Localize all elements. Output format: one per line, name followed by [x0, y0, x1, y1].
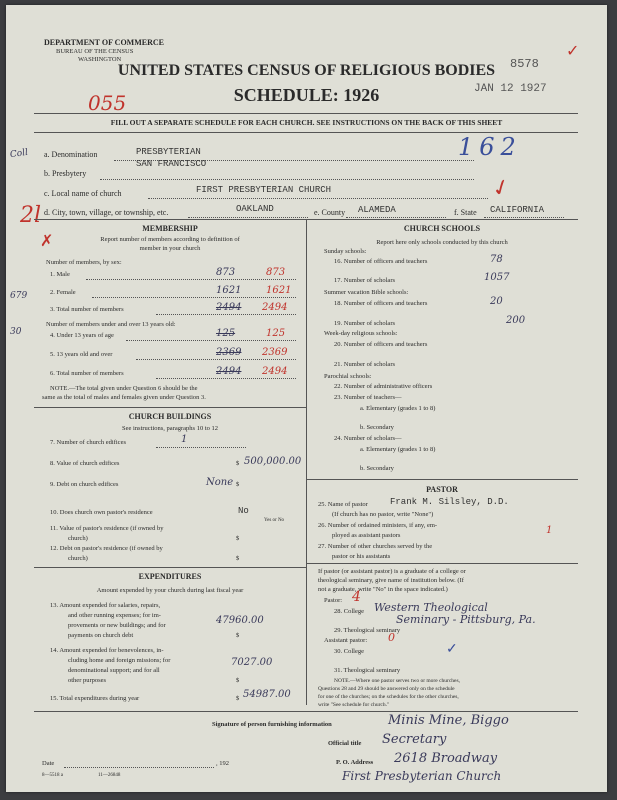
- date-year: , 192: [216, 760, 229, 767]
- pastor-heading: PASTOR: [426, 485, 458, 494]
- sunday-label: Sunday schools:: [324, 248, 367, 255]
- q2-typed: 1621: [216, 285, 242, 296]
- q20-label: 20. Number of officers and teachers: [334, 341, 428, 348]
- address-value: 2618 Broadway: [394, 751, 498, 766]
- q14-line-1: 14. Amount expended for benevolences, in-: [50, 647, 164, 654]
- q8-dollar: $: [236, 460, 240, 467]
- blue-code: 162: [458, 133, 522, 161]
- q25-value: Frank M. Silsley, D.D.: [390, 497, 509, 507]
- q23-label: 23. Number of teachers—: [334, 394, 402, 401]
- q13-line-2: and other running expenses; for im-: [68, 612, 161, 619]
- q14-value: 7027.00: [231, 657, 273, 668]
- q16-value: 78: [490, 254, 503, 265]
- q4-hand: 125: [266, 328, 286, 339]
- q2-hand: 1621: [266, 285, 292, 296]
- buildings-sub: See instructions, paragraphs 10 to 12: [121, 425, 219, 432]
- margin-red-x: ✗: [40, 233, 54, 250]
- q16-label: 16. Number of officers and teachers: [334, 258, 428, 265]
- blue-check-mark: ✓: [446, 642, 458, 657]
- title-value: Secretary: [382, 732, 447, 747]
- q13-value: 47960.00: [216, 615, 264, 626]
- stamp-date: JAN 12 1927: [474, 83, 547, 95]
- q14-dollar: $: [236, 677, 240, 684]
- q5-typed: 2369: [216, 347, 242, 358]
- denomination-value: PRESBYTERIAN: [136, 147, 201, 157]
- instruction-text: FILL OUT A SEPARATE SCHEDULE FOR EACH CHURCH. SEE INSTRUCTIONS ON THE BACK OF THIS SHEET: [110, 118, 503, 127]
- q5-label: 5. 13 years old and over: [50, 351, 113, 358]
- q14-line-4: other purposes: [68, 677, 107, 684]
- q14-line-2: cluding home and foreign missions; for: [68, 657, 171, 664]
- q10-hint: Yes or No: [264, 518, 285, 523]
- q14-line-3: denominational support; and for all: [68, 667, 160, 674]
- margin-red-mark: 2l: [20, 203, 42, 228]
- presbytery-value: SAN FRANCISCO: [136, 159, 207, 169]
- q17-value: 1057: [484, 272, 510, 283]
- q5-hand: 2369: [262, 347, 288, 358]
- q8-value: 500,000.00: [244, 456, 302, 467]
- q7-value: 1: [181, 434, 188, 445]
- membership-intro-2: member in your church: [139, 245, 201, 252]
- q13-line-4: payments on church debt: [68, 632, 134, 639]
- signature-value: Minis Mine, Biggo: [388, 713, 509, 728]
- pastor-note-1: NOTE.—Where one pastor serves two or more churches,: [334, 678, 460, 684]
- margin-note: Coll: [9, 147, 29, 161]
- membership-note-2: same as the total of males and females given under Question 3.: [42, 394, 206, 401]
- membership-heading: MEMBERSHIP: [142, 224, 198, 233]
- membership-note-1: NOTE.—The total given under Question 6 should be the: [50, 385, 198, 392]
- city-field-label: d. City, town, village, or township, etc.: [44, 208, 169, 217]
- state-value: CALIFORNIA: [490, 205, 545, 215]
- by-sex-label: Number of members, by sex:: [46, 259, 122, 266]
- state-label: f. State: [454, 208, 477, 217]
- red-check-church: ✓: [488, 172, 514, 203]
- margin-679: 679: [10, 291, 28, 301]
- date-label: Date: [42, 760, 55, 767]
- q7-label: 7. Number of church edifices: [50, 439, 126, 446]
- dept-label: DEPARTMENT OF COMMERCE: [44, 38, 165, 47]
- signature-label: Signature of person furnishing information: [212, 721, 332, 728]
- q3-hand: 2494: [262, 302, 288, 313]
- q23b-label: b. Secondary: [360, 424, 394, 431]
- q9-dollar: $: [236, 481, 240, 488]
- county-label: e. County: [314, 208, 346, 217]
- expenditures-sub: Amount expended by your church during last fiscal year: [96, 587, 244, 594]
- bureau-label: BUREAU OF THE CENSUS: [56, 48, 134, 55]
- q19-value: 200: [506, 315, 526, 326]
- q11-label-2: church): [68, 535, 88, 542]
- church-note: First Presbyterian Church: [342, 769, 502, 783]
- q3-typed: 2494: [216, 302, 242, 313]
- form-subtitle: SCHEDULE: 1926: [233, 85, 380, 105]
- edu-line-2: theological seminary, give name of institution below. (If: [318, 577, 464, 584]
- handwritten-number: 055: [88, 91, 127, 115]
- q13-line-3: provements or new buildings; and for: [68, 622, 166, 629]
- q12-label-2: church): [68, 555, 88, 562]
- q11-label-1: 11. Value of pastor's residence (if owned by: [50, 525, 164, 532]
- pastor-note-3: for one of the churches; on the schedules for the other churches,: [318, 694, 459, 700]
- q18-value: 20: [490, 296, 503, 307]
- schools-heading: CHURCH SCHOOLS: [403, 224, 481, 233]
- pastor-note-2: Questions 28 and 29 should be answered only on the schedule: [318, 686, 455, 692]
- q9-value: None: [206, 477, 234, 488]
- q3-label: 3. Total number of members: [50, 306, 124, 313]
- title-label: Official title: [328, 740, 362, 747]
- pastor-sub-label: Pastor:: [324, 597, 343, 604]
- pastor-note-4: write "See schedule for church.": [318, 702, 390, 708]
- q18-label: 18. Number of officers and teachers: [334, 300, 428, 307]
- q15-label: 15. Total expenditures during year: [50, 695, 140, 702]
- vacation-label: Summer vacation Bible schools:: [324, 289, 409, 296]
- q13-dollar: $: [236, 632, 240, 639]
- q2-label: 2. Female: [50, 289, 76, 296]
- denomination-label: a. Denomination: [44, 150, 98, 159]
- q25-label: 25. Name of pastor: [318, 501, 368, 508]
- expenditures-heading: EXPENDITURES: [138, 572, 202, 581]
- q29-value: Seminary - Pittsburg, Pa.: [396, 613, 536, 626]
- county-value: ALAMEDA: [358, 205, 396, 215]
- q24-label: 24. Number of scholars—: [334, 435, 402, 442]
- form-number-2: 11—26848: [98, 773, 121, 778]
- q12-label-1: 12. Debt on pastor's residence (if owned by: [50, 545, 163, 552]
- form-number: 8—5518 a: [42, 773, 63, 778]
- q21-label: 21. Number of scholars: [334, 361, 396, 368]
- q13-line-1: 13. Amount expended for salaries, repairs,: [50, 602, 161, 609]
- q15-value: 54987.00: [243, 689, 291, 700]
- q31-label: 31. Theological seminary: [334, 667, 401, 674]
- weekday-label: Week-day religious schools:: [324, 330, 398, 337]
- pastor-hand-mark: 4: [352, 589, 361, 605]
- membership-intro-1: Report number of members according to definition of: [100, 236, 240, 243]
- q27-line-2: pastor or his assistants: [332, 553, 391, 560]
- q28-value: Western Theological: [374, 601, 488, 614]
- form-title: UNITED STATES CENSUS OF RELIGIOUS BODIES: [117, 62, 496, 79]
- buildings-heading: CHURCH BUILDINGS: [128, 412, 212, 421]
- margin-30: 30: [10, 327, 22, 337]
- q25-hint: (If church has no pastor, write "None"): [332, 511, 434, 518]
- q8-label: 8. Value of church edifices: [50, 460, 120, 467]
- stamp-number: 8578: [510, 57, 539, 71]
- q26-value: 1: [546, 525, 553, 536]
- q23a-label: a. Elementary (grades 1 to 8): [360, 405, 436, 412]
- age-heading: Number of members under and over 13 years old:: [46, 321, 176, 328]
- q29-label: 29. Theological seminary: [334, 627, 401, 634]
- q9-label: 9. Debt on church edifices: [50, 481, 119, 488]
- q1-label: 1. Male: [50, 271, 70, 278]
- q28-label: 28. College: [334, 608, 364, 615]
- q22-label: 22. Number of administrative officers: [334, 383, 433, 390]
- church-value: FIRST PRESBYTERIAN CHURCH: [196, 185, 332, 195]
- q6-hand: 2494: [262, 366, 288, 377]
- church-label: c. Local name of church: [44, 189, 122, 198]
- q11-dollar: $: [236, 535, 240, 542]
- q10-value: No: [238, 506, 249, 516]
- q4-label: 4. Under 13 years of age: [50, 332, 114, 339]
- presbytery-label: b. Presbytery: [44, 169, 87, 178]
- q1-hand: 873: [266, 267, 286, 278]
- city-label: WASHINGTON: [78, 56, 122, 63]
- asst-label: Assistant pastor:: [324, 637, 368, 644]
- q10-label: 10. Does church own pastor's residence: [50, 509, 153, 516]
- edu-line-3: not a graduate, write "No" in the space indicated.): [318, 586, 448, 593]
- parochial-label: Parochial schools:: [324, 373, 372, 380]
- asst-hand-mark: 0: [388, 631, 395, 644]
- q30-label: 30. College: [334, 648, 364, 655]
- q6-label: 6. Total number of members: [50, 370, 124, 377]
- q26-line-1: 26. Number of ordained ministers, if any, em-: [318, 522, 438, 529]
- q27-line-1: 27. Number of other churches served by the: [318, 543, 433, 550]
- city-value: OAKLAND: [236, 204, 274, 214]
- q6-typed: 2494: [216, 366, 242, 377]
- red-check-mark: ✓: [566, 43, 580, 60]
- census-schedule-page: [6, 5, 607, 792]
- schools-intro: Report here only schools conducted by this church: [376, 239, 508, 246]
- q12-dollar: $: [236, 555, 240, 562]
- q24b-label: b. Secondary: [360, 465, 394, 472]
- q26-line-2: ployed as assistant pastors: [332, 532, 401, 539]
- address-label: P. O. Address: [336, 759, 374, 766]
- q17-label: 17. Number of scholars: [334, 277, 396, 284]
- edu-line-1: If pastor (or assistant pastor) is a graduate of a college or: [318, 568, 466, 575]
- q4-typed: 125: [216, 328, 236, 339]
- q1-typed: 873: [216, 267, 236, 278]
- q24a-label: a. Elementary (grades 1 to 8): [360, 446, 436, 453]
- q19-label: 19. Number of scholars: [334, 320, 396, 327]
- q15-dollar: $: [236, 695, 240, 702]
